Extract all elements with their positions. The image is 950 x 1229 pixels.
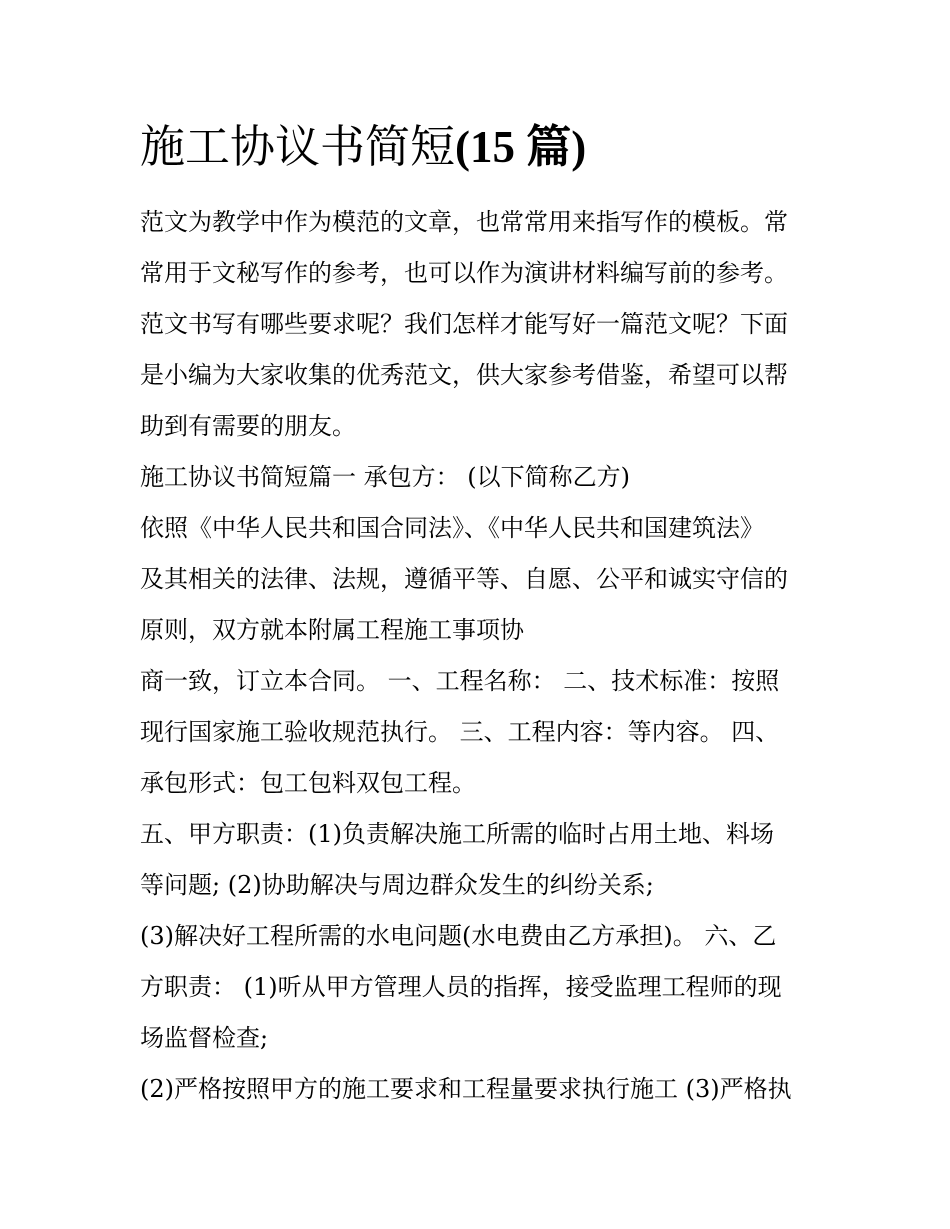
text-line: (2)严格按照甲方的施工要求和工程量要求执行施工 (3)严格执 bbox=[140, 1075, 792, 1103]
text-line: 商一致，订立本合同。 一、工程名称： 二、技术标准：按照 bbox=[140, 667, 780, 695]
text-line: 方职责： (1)听从甲方管理人员的指挥，接受监理工程师的现 bbox=[140, 973, 782, 1001]
text-line: 及其相关的法律、法规，遵循平等、自愿、公平和诚实守信的 bbox=[140, 565, 788, 593]
document-title bbox=[140, 116, 586, 178]
text-line: 五、甲方职责：(1)负责解决施工所需的临时占用土地、料场 bbox=[140, 820, 774, 848]
title-main: 施工协议书简短 bbox=[140, 120, 456, 173]
text-line: 等问题; (2)协助解决与周边群众发生的纠纷关系; bbox=[140, 871, 654, 899]
text-line: 依照《中华人民共和国合同法》、《中华人民共和国建筑法》 bbox=[140, 514, 764, 542]
text-line: (3)解决好工程所需的水电问题(水电费由乙方承担)。 六、乙 bbox=[140, 922, 777, 950]
text-line: 范文为教学中作为模范的文章，也常常用来指写作的模板。常 bbox=[140, 208, 788, 236]
text-line: 场监督检查; bbox=[140, 1024, 269, 1052]
text-line: 范文书写有哪些要求呢？我们怎样才能写好一篇范文呢？下面 bbox=[140, 310, 788, 338]
text-line: 现行国家施工验收规范执行。 三、工程内容：等内容。 四、 bbox=[140, 718, 780, 746]
text-line: 常用于文秘写作的参考，也可以作为演讲材料编写前的参考。 bbox=[140, 259, 788, 287]
text-line: 施工协议书简短篇一 承包方： (以下简称乙方) bbox=[140, 463, 630, 491]
title-count: (15 篇) bbox=[455, 122, 587, 172]
text-line: 助到有需要的朋友。 bbox=[140, 412, 356, 440]
text-line: 原则，双方就本附属工程施工事项协 bbox=[140, 616, 524, 644]
text-line: 承包形式：包工包料双包工程。 bbox=[140, 769, 476, 797]
text-line: 是小编为大家收集的优秀范文，供大家参考借鉴，希望可以帮 bbox=[140, 361, 788, 389]
